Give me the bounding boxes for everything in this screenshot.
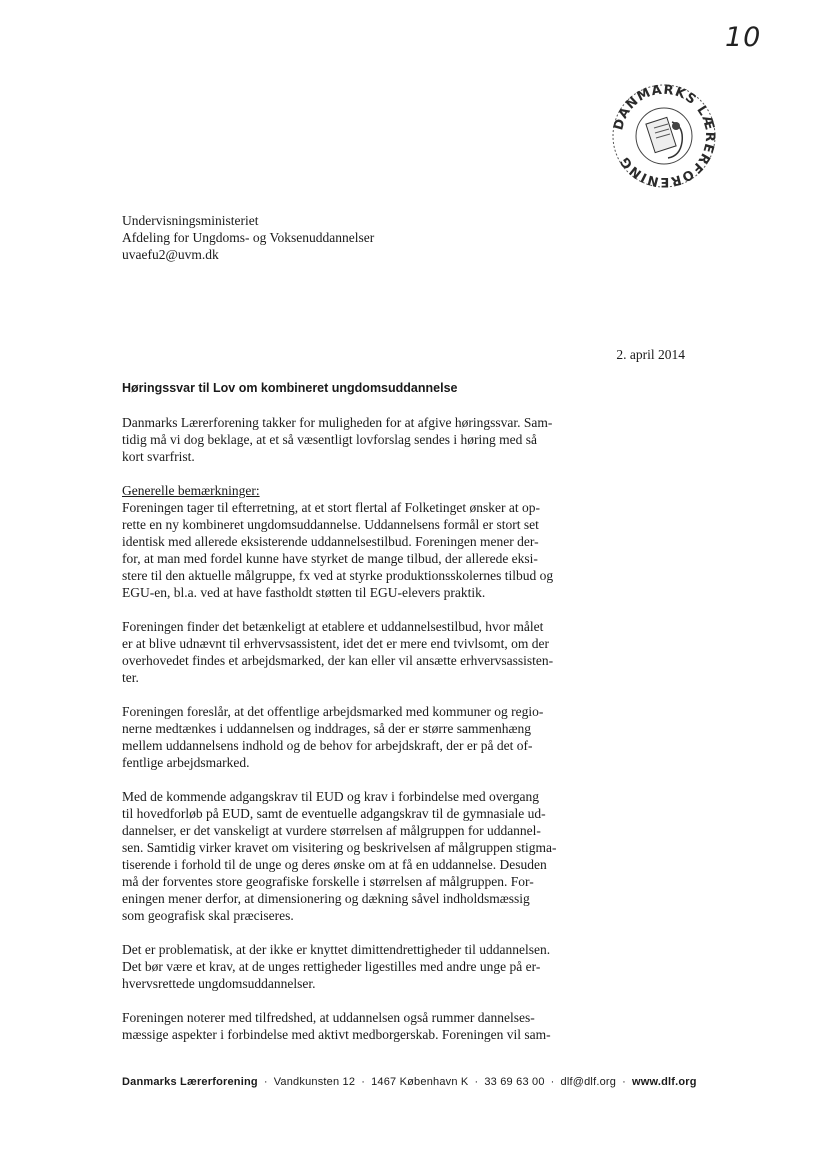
text-line: ter. [122, 670, 139, 685]
text-line: dannelser, er det vanskeligt at vurdere størrelsen af målgruppen for uddannel- [122, 823, 541, 838]
text-line: Foreningen finder det betænkeligt at etablere et uddannelsestilbud, hvor målet [122, 619, 544, 634]
text-line: kort svarfrist. [122, 449, 195, 464]
text-line: identisk med allerede eksisterende uddannelsestilbud. Foreningen mener der- [122, 534, 539, 549]
recipient-email: uvaefu2@uvm.dk [122, 247, 219, 262]
text-line: fentlige arbejdsmarked. [122, 755, 250, 770]
text-line: rette en ny kombineret ungdomsuddannelse. Uddannelsens formål er stort set [122, 517, 539, 532]
paragraph [122, 414, 590, 465]
text-line: Med de kommende adgangskrav til EUD og krav i forbindelse med overgang [122, 789, 540, 804]
text-line: Foreningen foreslår, at det offentlige arbejdsmarked med kommuner og regio- [122, 704, 544, 719]
letter-body [122, 414, 590, 1060]
text-line: for, at man med fordel kunne have styrket de mange tilbud, der allerede eksi- [122, 551, 538, 566]
footer-separator: · [361, 1076, 366, 1088]
footer-website: www.dlf.org [631, 1076, 697, 1088]
footer-org: Danmarks Lærerforening [122, 1076, 258, 1088]
text-line: til hovedforløb på EUD, samt de eventuelle adgangskrav til de gymnasiale ud- [122, 806, 546, 821]
text-line: stere til den aktuelle målgruppe, fx ved at styrke produktionsskolernes tilbud og [122, 568, 554, 583]
text-line: er at blive udnævnt til erhvervsassistent, idet det er mere end tvivlsomt, om der [122, 636, 550, 651]
page-number: 10 [725, 22, 762, 53]
text-line: Foreningen tager til efterretning, at et stort flertal af Folketinget ønsker at op- [122, 500, 540, 515]
paragraph [122, 482, 590, 601]
text-line: Det bør være et krav, at de unges rettigheder ligestilles med andre unge på er- [122, 959, 541, 974]
text-line: tiserende i forhold til de unge og deres ønske om at få en uddannelse. Desuden [122, 857, 547, 872]
letterhead-footer [122, 1076, 697, 1088]
text-line: eningen mener derfor, at dimensionering og dækning såvel indholdsmæssig [122, 891, 530, 906]
footer-city: 1467 København K [371, 1076, 469, 1088]
footer-phone: 33 69 63 00 [484, 1076, 545, 1088]
text-line: mæssige aspekter i forbindelse med aktivt medborgerskab. Foreningen vil sam- [122, 1027, 551, 1042]
text-line: Danmarks Lærerforening takker for muligheden for at afgive høringssvar. Sam- [122, 415, 553, 430]
text-line: EGU-en, bl.a. ved at have fastholdt støtten til EGU-elevers praktik. [122, 585, 486, 600]
danmarks-laererforening-seal-icon [610, 82, 718, 190]
seal-ring-text: DANMARKS LÆRERFORENING [611, 82, 718, 190]
paragraph [122, 618, 590, 686]
text-line: mellem uddannelsens indhold og de behov for arbejdskraft, der er på det of- [122, 738, 533, 753]
footer-separator: · [474, 1076, 479, 1088]
text-line: tidig må vi dog beklage, at et så væsentligt lovforslag sendes i høring med så [122, 432, 538, 447]
paragraph [122, 703, 590, 771]
letter-date: 2. april 2014 [616, 347, 685, 362]
footer-separator: · [263, 1076, 268, 1088]
footer-email: dlf@dlf.org [560, 1076, 617, 1088]
footer-separator: · [550, 1076, 555, 1088]
letter-title: Høringssvar til Lov om kombineret ungdomsuddannelse [122, 381, 458, 395]
text-line: Foreningen noterer med tilfredshed, at uddannelsen også rummer dannelses- [122, 1010, 535, 1025]
recipient-address [122, 212, 374, 263]
paragraph [122, 788, 590, 924]
text-line: overhovedet findes et arbejdsmarked, der kan eller vil ansætte erhvervsassisten- [122, 653, 554, 668]
footer-address: Vandkunsten 12 [273, 1076, 356, 1088]
recipient-name: Undervisningsministeriet [122, 213, 259, 228]
text-line: nerne medtænkes i uddannelsen og inddrages, så der er større sammenhæng [122, 721, 532, 736]
text-line: som geografisk skal præciseres. [122, 908, 294, 923]
paragraph [122, 1009, 590, 1043]
text-line: Det er problematisk, at der ikke er knyttet dimittendrettigheder til uddannelsen. [122, 942, 551, 957]
text-line: sen. Samtidig virker kravet om visitering og beskrivelsen af målgruppen stigma- [122, 840, 557, 855]
section-heading: Generelle bemærkninger: [122, 483, 260, 498]
footer-separator: · [622, 1076, 626, 1088]
paragraph [122, 941, 590, 992]
recipient-department: Afdeling for Ungdoms- og Voksenuddannelser [122, 230, 375, 245]
text-line: hvervsrettede ungdomsuddannelser. [122, 976, 316, 991]
text-line: må der forventes store geografiske forskelle i størrelsen af målgruppen. For- [122, 874, 534, 889]
